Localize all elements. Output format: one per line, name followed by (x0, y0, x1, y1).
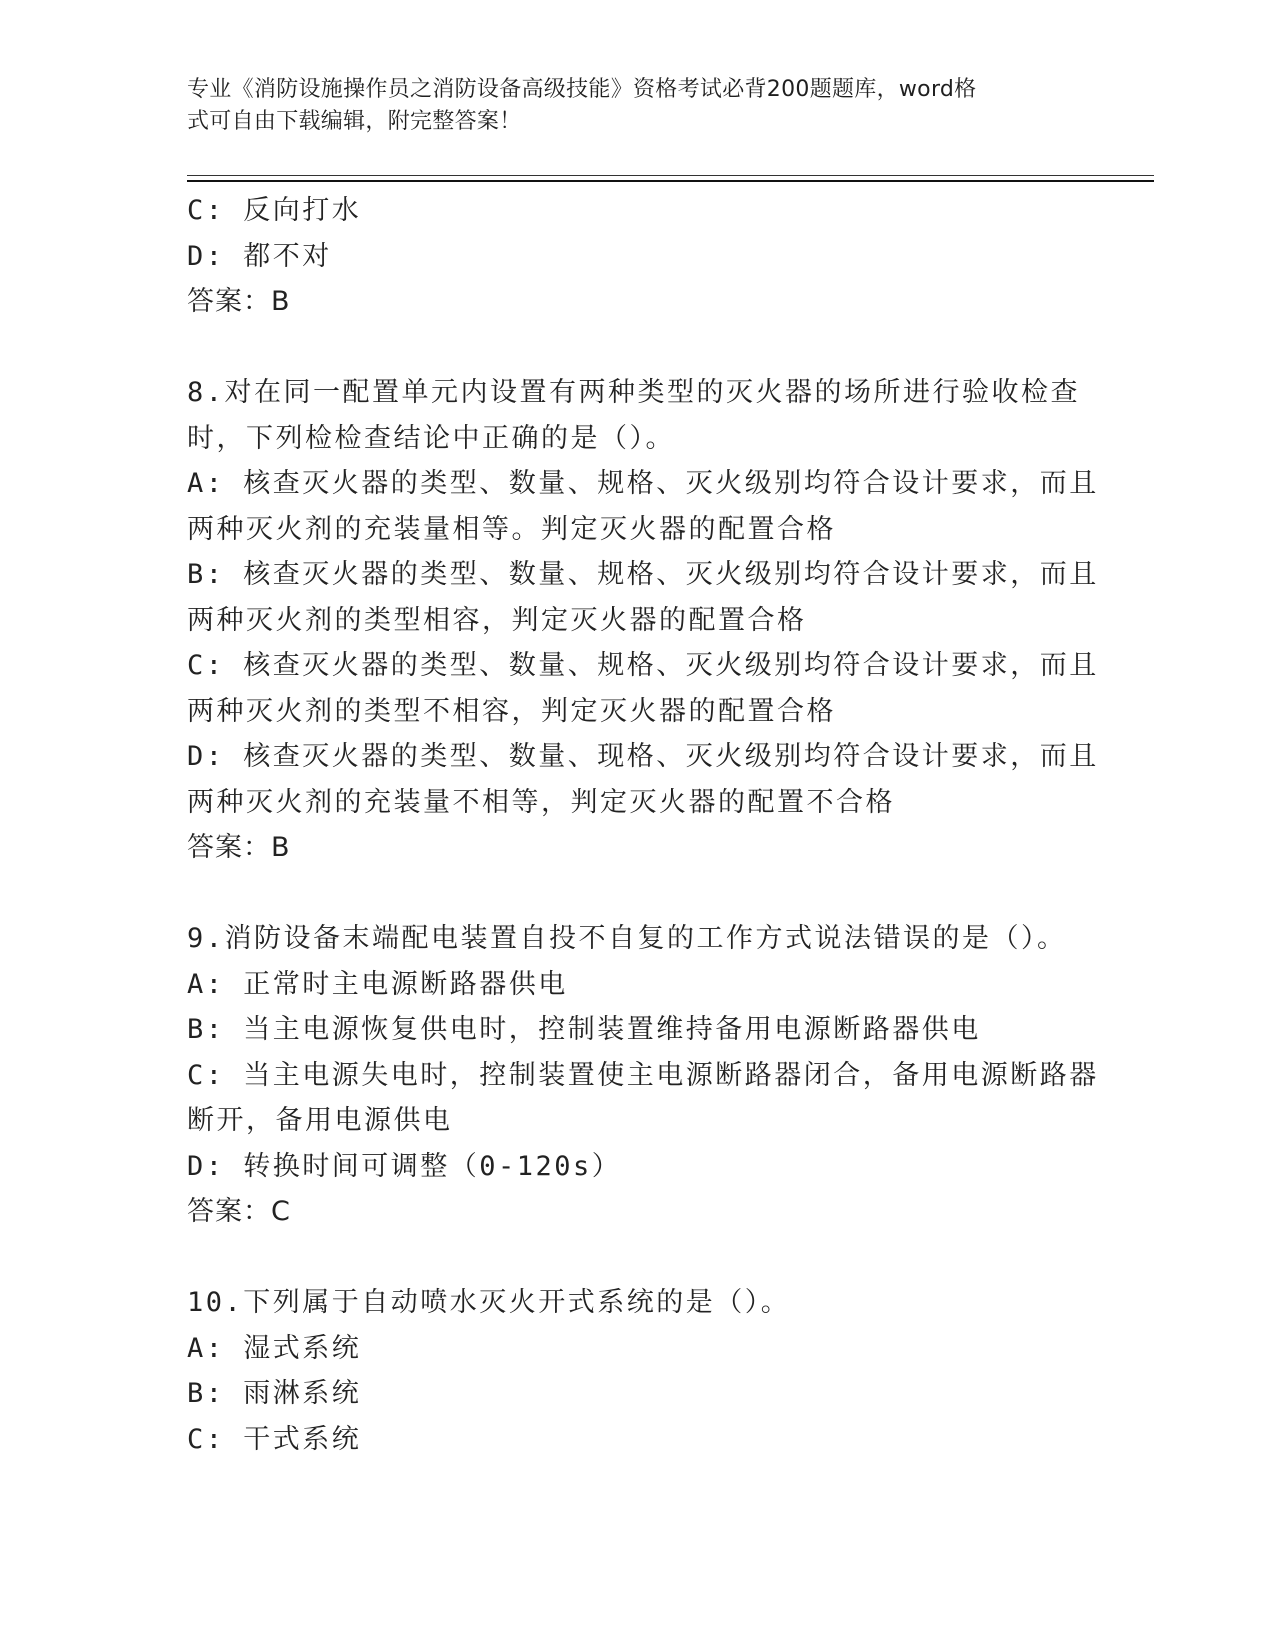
question-8 (187, 370, 1099, 871)
option-c: C: 反向打水 (187, 195, 362, 226)
document-header (187, 74, 1087, 138)
option-a: A: 正常时主电源断路器供电 (187, 968, 568, 1000)
option-d: D: 都不对 (187, 240, 332, 272)
option-d: D: 核查灭火器的类型、数量、现格、灭火级别均符合设计要求，而且 (187, 741, 1099, 772)
option-c: C: 干式系统 (187, 1423, 362, 1455)
previous-question-tail (187, 188, 1087, 325)
option-c: C: 当主电源失电时，控制装置使主电源断路器闭合，备用电源断路器 (187, 1059, 1099, 1091)
question-9 (187, 916, 1099, 1235)
option-c-cont: 断开，备用电源供电 (187, 1105, 453, 1136)
header-divider-thick (187, 180, 1154, 182)
answer: 答案：B (187, 832, 291, 863)
answer: 答案：C (187, 1196, 291, 1227)
header-line-2: 式可自由下载编辑，附完整答案！ (187, 109, 522, 134)
document-body (187, 188, 1099, 1462)
option-a: A: 湿式系统 (187, 1332, 362, 1364)
option-b: B: 雨淋系统 (187, 1378, 362, 1409)
option-c-cont: 两种灭火剂的类型不相容，判定灭火器的配置合格 (187, 695, 836, 727)
answer: 答案：B (187, 286, 291, 317)
question-10 (187, 1280, 1087, 1462)
question-text: 8.对在同一配置单元内设置有两种类型的灭火器的场所进行验收检查 (187, 377, 1081, 408)
option-a-cont: 两种灭火剂的充装量相等。判定灭火器的配置合格 (187, 513, 836, 545)
option-b-cont: 两种灭火剂的类型相容，判定灭火器的配置合格 (187, 604, 807, 636)
option-b: B: 当主电源恢复供电时，控制装置维持备用电源断路器供电 (187, 1014, 981, 1045)
option-d: D: 转换时间可调整（0-120s） (187, 1150, 622, 1182)
question-text: 9.消防设备末端配电装置自投不自复的工作方式说法错误的是（）。 (187, 923, 1067, 954)
header-divider-thin (187, 175, 1154, 176)
option-c: C: 核查灭火器的类型、数量、规格、灭火级别均符合设计要求，而且 (187, 650, 1099, 681)
header-line-1: 专业《消防设施操作员之消防设备高级技能》资格考试必背200题题库，word格 (187, 77, 977, 102)
option-d-cont: 两种灭火剂的充装量不相等，判定灭火器的配置不合格 (187, 786, 895, 818)
question-text: 10.下列属于自动喷水灭火开式系统的是（）。 (187, 1287, 791, 1318)
option-a: A: 核查灭火器的类型、数量、规格、灭火级别均符合设计要求，而且 (187, 468, 1099, 499)
question-text-cont: 时，下列检检查结论中正确的是（）。 (187, 422, 675, 454)
option-b: B: 核查灭火器的类型、数量、规格、灭火级别均符合设计要求，而且 (187, 559, 1099, 590)
